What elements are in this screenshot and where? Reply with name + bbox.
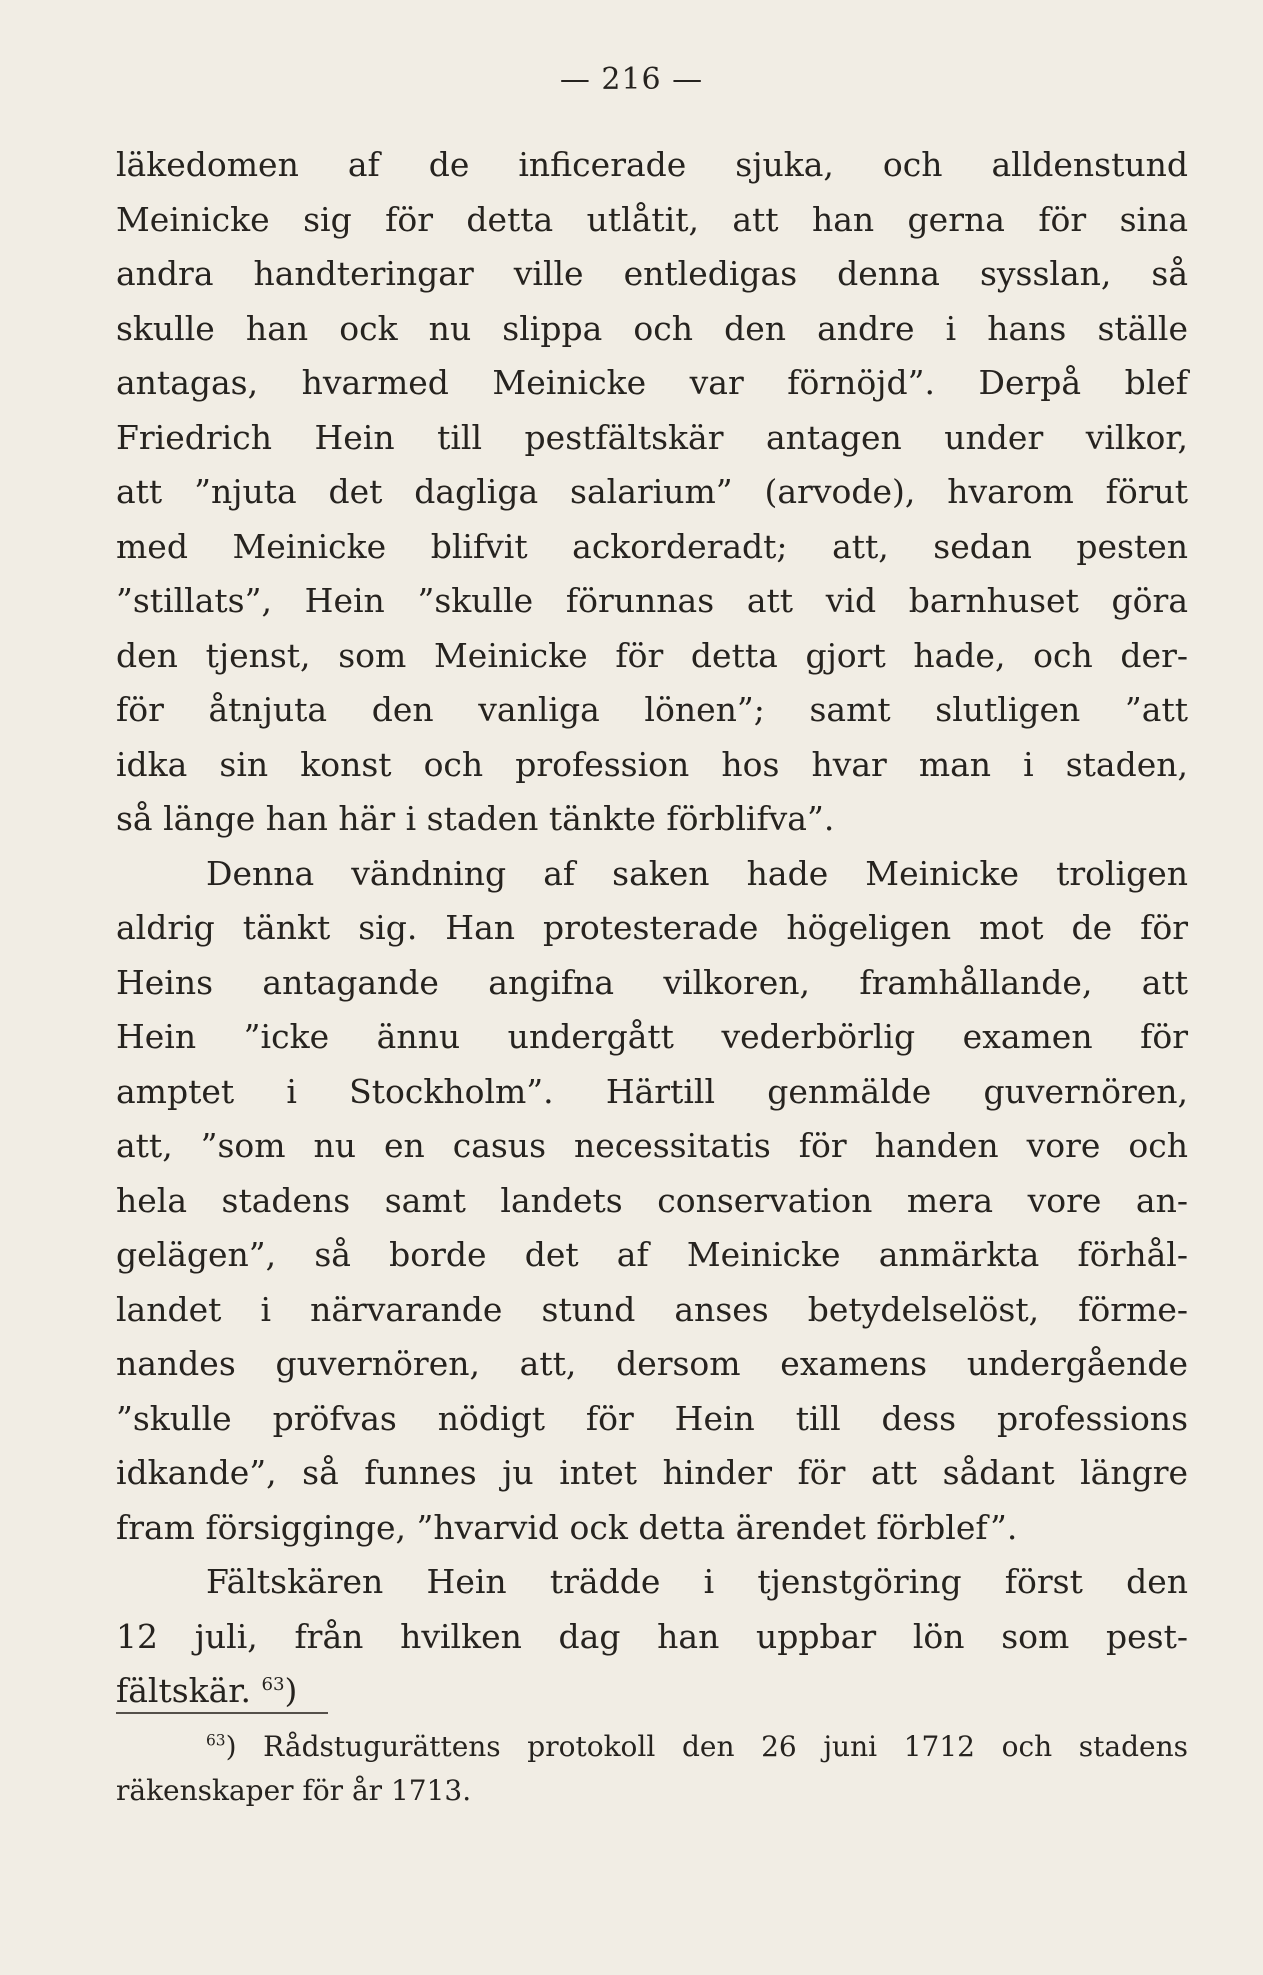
text-line: ”skulle pröfvas nödigt för Hein till dess professions (116, 1398, 1188, 1438)
footnote-marker-close: ) (225, 1730, 237, 1763)
text-line: med Meinicke blifvit ackorderadt; att, sedan pesten (116, 526, 1188, 566)
text-line: idka sin konst och profession hos hvar man i staden, (116, 744, 1188, 784)
text-line: så länge han här i staden tänkte förblifva”. (116, 799, 835, 838)
footnote-divider (116, 1712, 328, 1714)
text-line: att, ”som nu en casus necessitatis för handen vore och (116, 1126, 1188, 1165)
body-text (116, 138, 1188, 1719)
footnote-section (116, 1725, 1188, 1813)
text-line: Heins antagande angifna vilkoren, framhållande, att (116, 962, 1188, 1002)
text-line: att ”njuta det dagliga salarium” (arvode), hvarom förut (116, 472, 1188, 511)
footnote-text: Rådstugurättens protokoll den 26 juni 1712 och stadens (263, 1730, 1188, 1763)
text-line: aldrig tänkt sig. Han protesterade högeligen mot de för (116, 908, 1188, 947)
text-line: idkande”, så funnes ju intet hinder för att sådant längre (116, 1453, 1188, 1492)
text-line: gelägen”, så borde det af Meinicke anmärkta förhål- (116, 1235, 1188, 1274)
text-line: Meinicke sig för detta utlåtit, att han gerna för sina (116, 199, 1188, 239)
text-line: för åtnjuta den vanliga lönen”; samt slutligen ”att (116, 690, 1188, 729)
text-line: andra handteringar ville entledigas denna sysslan, så (116, 254, 1188, 293)
text-line: Friedrich Hein till pestfältskär antagen under vilkor, (116, 417, 1188, 457)
text-line: nandes guvernören, att, dersom examens undergående (116, 1344, 1188, 1383)
paragraph-1 (116, 138, 1188, 847)
text-line: antagas, hvarmed Meinicke var förnöjd”. Derpå blef (116, 363, 1188, 402)
text-line (116, 1664, 1188, 1719)
paragraph-3 (116, 1555, 1188, 1719)
text-line: skulle han ock nu slippa och den andre i hans ställe (116, 308, 1188, 348)
text-line: Denna vändning af saken hade Meinicke troligen (206, 853, 1188, 893)
text-line: den tjenst, som Meinicke för detta gjort hade, och der- (116, 635, 1188, 675)
text-line: 12 juli, från hvilken dag han uppbar lön som pest- (116, 1616, 1188, 1656)
footnote-line (116, 1725, 1188, 1769)
page-number: — 216 — (559, 62, 704, 97)
text-line: landet i närvarande stund anses betydelselöst, förme- (116, 1289, 1188, 1329)
text-line: amptet i Stockholm”. Härtill genmälde guvernören, (116, 1071, 1188, 1111)
footnote-line: räkenskaper för år 1713. (116, 1774, 472, 1807)
last-line-text: fältskär. (116, 1671, 251, 1710)
text-line: Hein ”icke ännu undergått vederbörlig examen för (116, 1017, 1188, 1056)
text-line: läkedomen af de inficerade sjuka, och alldenstund (116, 145, 1188, 184)
text-line: Fältskären Hein trädde i tjenstgöring först den (206, 1562, 1188, 1601)
footnote-marker: 63 (206, 1731, 226, 1750)
text-line: fram försigginge, ”hvarvid ock detta ärendet förblef”. (116, 1507, 1018, 1547)
paragraph-2 (116, 847, 1188, 1556)
footnote-reference-close: ) (284, 1671, 298, 1710)
footnote-reference[interactable]: 63 (261, 1674, 285, 1695)
text-line: hela stadens samt landets conservation mera vore an- (116, 1180, 1188, 1220)
text-line: ”stillats”, Hein ”skulle förunnas att vid barnhuset göra (116, 581, 1188, 620)
